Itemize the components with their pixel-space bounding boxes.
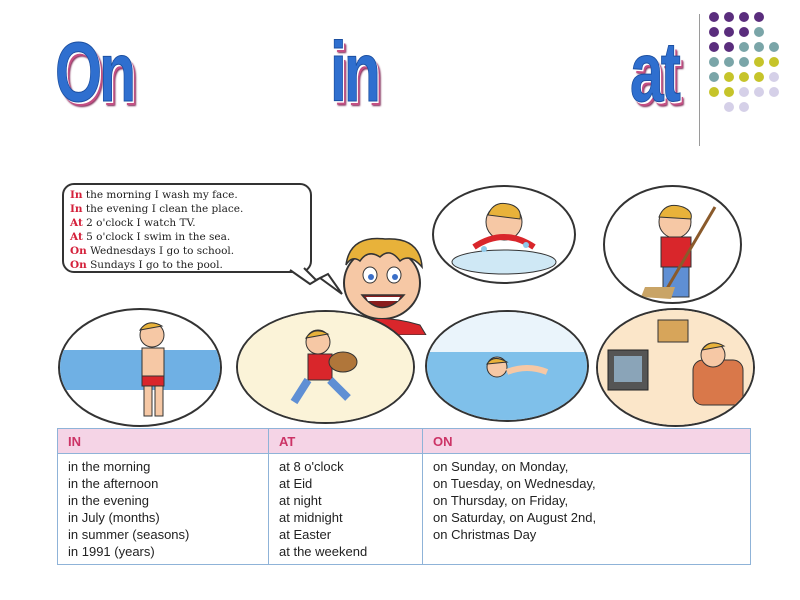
- decorative-dot: [754, 57, 764, 67]
- preposition-keyword: On: [70, 259, 87, 271]
- table-cell-item: in the afternoon: [68, 476, 159, 491]
- decorative-dot: [709, 42, 719, 52]
- illustration-washing-face: [432, 185, 576, 284]
- speech-bubble-line: [70, 202, 304, 216]
- sentence-text: Wednesdays I go to school.: [86, 245, 235, 257]
- table-cell-item: on Sunday, on Monday,: [433, 459, 569, 474]
- table-column-at: [269, 454, 423, 565]
- sentence-text: Sundays I go to the pool.: [86, 259, 223, 271]
- table-cell-item: at Easter: [279, 527, 332, 542]
- decorative-dot: [739, 102, 749, 112]
- sentence-text: the morning I wash my face.: [82, 189, 238, 201]
- heading-at: at: [630, 25, 679, 119]
- decorative-dot: [724, 42, 734, 52]
- divider-line: [699, 14, 700, 146]
- table-column-in: [58, 454, 269, 565]
- decorative-dot: [739, 12, 749, 22]
- decorative-dot: [724, 27, 734, 37]
- decorative-dot: [739, 57, 749, 67]
- decorative-dot: [739, 72, 749, 82]
- decorative-dot: [724, 72, 734, 82]
- table-cell-item: at 8 o'clock: [279, 459, 344, 474]
- prepositions-table: [57, 428, 751, 565]
- table-cell-item: at the weekend: [279, 544, 368, 559]
- table-cell-item: in summer (seasons): [68, 527, 190, 542]
- table-cell-item: on Tuesday, on Wednesday,: [433, 476, 596, 491]
- speech-bubble-line: [70, 244, 304, 258]
- decorative-dot: [739, 87, 749, 97]
- decorative-dot: [709, 27, 719, 37]
- preposition-keyword: At: [70, 217, 83, 229]
- speech-bubble-line: [70, 230, 304, 244]
- speech-bubble-line: [70, 216, 304, 230]
- decorative-dot: [709, 12, 719, 22]
- speech-bubble-line: [70, 258, 304, 272]
- heading-on: On: [55, 25, 134, 119]
- preposition-keyword: At: [70, 231, 83, 243]
- decorative-dot: [709, 72, 719, 82]
- table-header-at: AT: [269, 429, 423, 454]
- table-header-on: ON: [423, 429, 751, 454]
- speech-bubble-line: [70, 188, 304, 202]
- decorative-dot: [754, 87, 764, 97]
- decorative-dot: [724, 87, 734, 97]
- illustration-watching-tv: [596, 308, 755, 427]
- table-cell-item: on Thursday, on Friday,: [433, 493, 569, 508]
- decorative-dot: [769, 57, 779, 67]
- decorative-dot: [754, 42, 764, 52]
- decorative-dot: [709, 57, 719, 67]
- decorative-dot: [739, 42, 749, 52]
- decorative-dot: [754, 27, 764, 37]
- decorative-dot: [769, 72, 779, 82]
- illustration-swimming: [425, 310, 589, 422]
- sentence-text: 2 o'clock I watch TV.: [82, 217, 196, 229]
- speech-bubble: [62, 183, 312, 273]
- decorative-dot: [724, 57, 734, 67]
- table-cell-item: in the morning: [68, 459, 151, 474]
- illustration-sweeping: [603, 185, 742, 304]
- decorative-dot: [769, 87, 779, 97]
- table-cell-item: in the evening: [68, 493, 149, 508]
- table-cell-item: in 1991 (years): [68, 544, 155, 559]
- table-cell-item: on Christmas Day: [433, 527, 537, 542]
- sentence-text: 5 o'clock I swim in the sea.: [82, 231, 231, 243]
- decorative-dot: [739, 27, 749, 37]
- table-header-in: IN: [58, 429, 269, 454]
- decorative-dot: [754, 72, 764, 82]
- table-cell-item: on Saturday, on August 2nd,: [433, 510, 597, 525]
- decorative-dot: [724, 12, 734, 22]
- table-column-on: [423, 454, 751, 565]
- decorative-dot: [754, 12, 764, 22]
- preposition-keyword: In: [70, 189, 83, 201]
- sentence-text: the evening I clean the place.: [82, 203, 244, 215]
- table-cell-item: in July (months): [68, 510, 160, 525]
- heading-in: in: [330, 25, 378, 119]
- illustration-running: [236, 310, 415, 424]
- preposition-keyword: On: [70, 245, 87, 257]
- table-cell-item: at midnight: [279, 510, 343, 525]
- decorative-dot: [769, 42, 779, 52]
- decorative-dot: [709, 87, 719, 97]
- decorative-dot: [724, 102, 734, 112]
- table-cell-item: at Eid: [279, 476, 313, 491]
- preposition-keyword: In: [70, 203, 83, 215]
- table-cell-item: at night: [279, 493, 322, 508]
- illustration-pool: [58, 308, 222, 427]
